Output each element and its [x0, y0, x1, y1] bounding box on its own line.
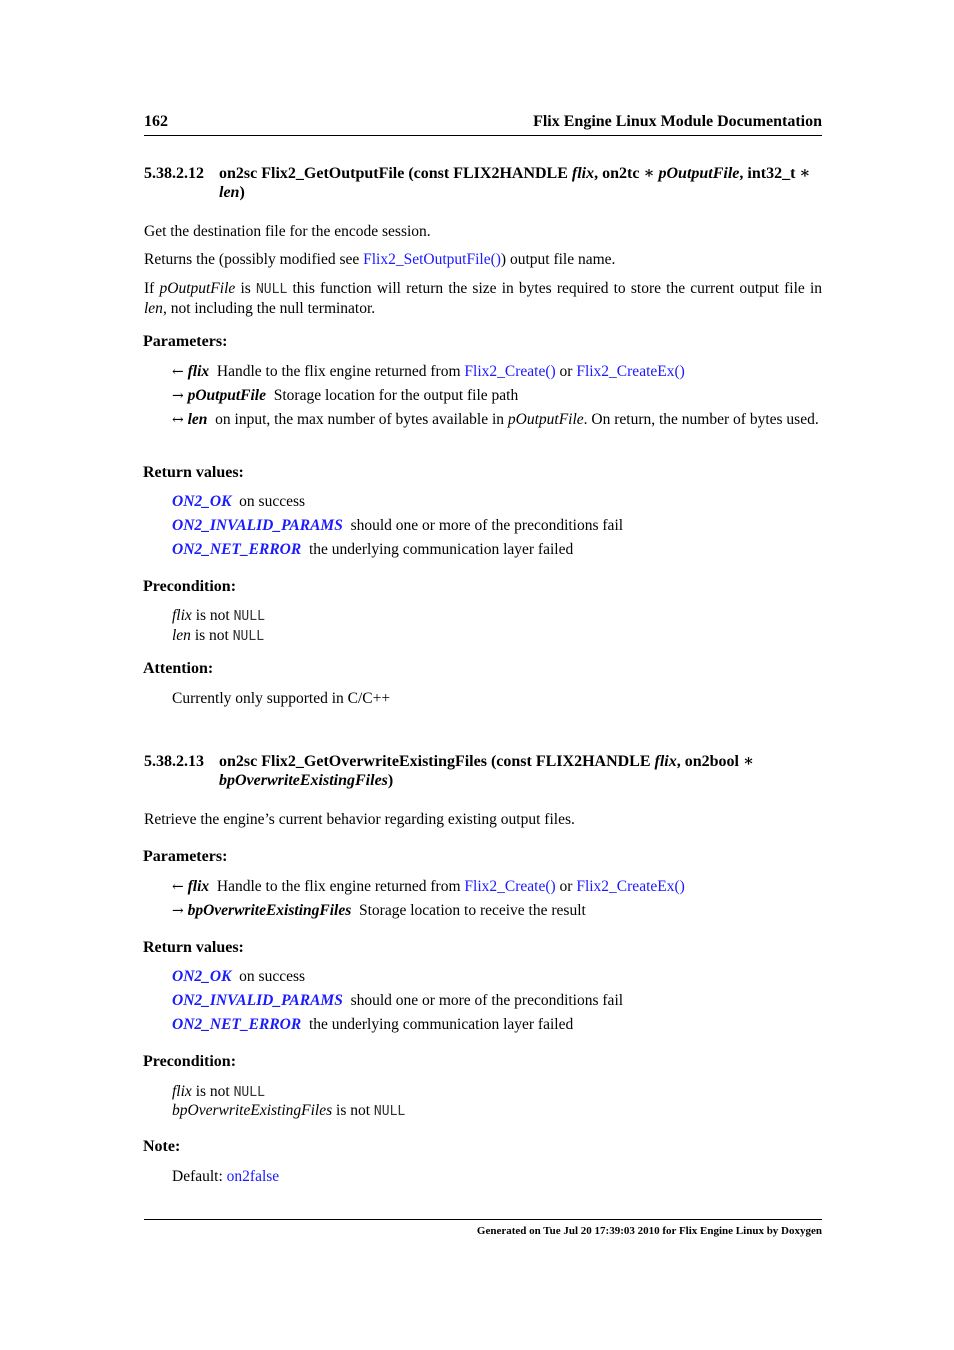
param-bpoverwriteexistingfiles: → bpOverwriteExistingFiles Storage location to receive the result — [172, 902, 586, 919]
retval-net-error: ON2_NET_ERROR the underlying communication layer failed — [172, 541, 574, 558]
section-heading-getoverwriteexistingfiles — [144, 752, 822, 790]
section-heading-getoutputfile — [144, 164, 822, 202]
precondition-len: len is not NULL — [172, 627, 265, 644]
link-on2-invalid-params[interactable]: ON2_INVALID_PARAMS — [172, 992, 343, 1009]
in-arrow-icon: ← — [172, 364, 184, 380]
note-text: Default: on2false — [172, 1168, 280, 1185]
link-on2false[interactable]: on2false — [226, 1168, 280, 1185]
attention-label: Attention: — [143, 660, 214, 677]
link-on2-invalid-params[interactable]: ON2_INVALID_PARAMS — [172, 517, 343, 534]
param-flix: ← flix Handle to the flix engine returned from Flix2_Create() or Flix2_CreateEx() — [172, 363, 685, 380]
precondition-flix: flix is not NULL — [172, 1083, 265, 1100]
link-on2-net-error[interactable]: ON2_NET_ERROR — [172, 541, 302, 558]
description: Retrieve the engine’s current behavior regarding existing output files. — [144, 811, 575, 828]
precondition-bpoverwrite: bpOverwriteExistingFiles is not NULL — [172, 1102, 406, 1119]
retval-net-error: ON2_NET_ERROR the underlying communication layer failed — [172, 1016, 574, 1033]
return-values-label: Return values: — [143, 939, 244, 956]
function-signature: on2sc Flix2_GetOutputFile (const FLIX2HANDLE flix, on2tc ∗ pOutputFile, int32_t ∗ len) — [219, 165, 811, 201]
out-arrow-icon: → — [172, 388, 184, 404]
parameters-label: Parameters: — [143, 848, 228, 865]
page-header — [144, 113, 822, 136]
link-on2-ok[interactable]: ON2_OK — [172, 493, 232, 510]
link-on2-net-error[interactable]: ON2_NET_ERROR — [172, 1016, 302, 1033]
page-number: 162 — [144, 113, 168, 130]
retval-ok: ON2_OK on success — [172, 493, 306, 510]
link-on2-ok[interactable]: ON2_OK — [172, 968, 232, 985]
page-footer: Generated on Tue Jul 20 17:39:03 2010 for Flix Engine Linux by Doxygen — [144, 1219, 822, 1237]
section-number: 5.38.2.12 — [144, 165, 204, 182]
in-arrow-icon: ← — [172, 879, 184, 895]
section-number: 5.38.2.13 — [144, 753, 204, 770]
inout-arrow-icon: ↔ — [172, 412, 184, 428]
precondition-label: Precondition: — [143, 578, 237, 595]
link-flix2-createex[interactable]: Flix2_CreateEx() — [576, 363, 685, 380]
description-returns: Returns the (possibly modified see Flix2_SetOutputFile()) output file name. — [144, 251, 616, 268]
param-len: ↔ len on input, the max number of bytes available in pOutputFile. On return, the number of bytes used. — [172, 411, 819, 428]
description-null-behavior: If pOutputFile is NULL this function will return the size in bytes required to store the current output file in len, not including the null terminator. — [144, 280, 822, 317]
out-arrow-icon: → — [172, 903, 184, 919]
note-label: Note: — [143, 1138, 181, 1155]
link-setoutputfile[interactable]: Flix2_SetOutputFile() — [363, 251, 501, 268]
retval-invalid-params: ON2_INVALID_PARAMS should one or more of the preconditions fail — [172, 517, 624, 534]
function-signature: on2sc Flix2_GetOverwriteExistingFiles (const FLIX2HANDLE flix, on2bool ∗ bpOverwriteExistingFiles) — [219, 753, 755, 789]
link-flix2-create[interactable]: Flix2_Create() — [464, 878, 556, 895]
description: Get the destination file for the encode session. — [144, 223, 431, 240]
parameters-label: Parameters: — [143, 333, 228, 350]
retval-invalid-params: ON2_INVALID_PARAMS should one or more of the preconditions fail — [172, 992, 624, 1009]
link-flix2-createex[interactable]: Flix2_CreateEx() — [576, 878, 685, 895]
retval-ok: ON2_OK on success — [172, 968, 306, 985]
param-flix: ← flix Handle to the flix engine returned from Flix2_Create() or Flix2_CreateEx() — [172, 878, 685, 895]
precondition-label: Precondition: — [143, 1053, 237, 1070]
document-title: Flix Engine Linux Module Documentation — [533, 113, 822, 130]
precondition-flix: flix is not NULL — [172, 607, 265, 624]
attention-text: Currently only supported in C/C++ — [172, 690, 391, 707]
link-flix2-create[interactable]: Flix2_Create() — [464, 363, 556, 380]
return-values-label: Return values: — [143, 464, 244, 481]
param-poutputfile: → pOutputFile Storage location for the output file path — [172, 387, 519, 404]
